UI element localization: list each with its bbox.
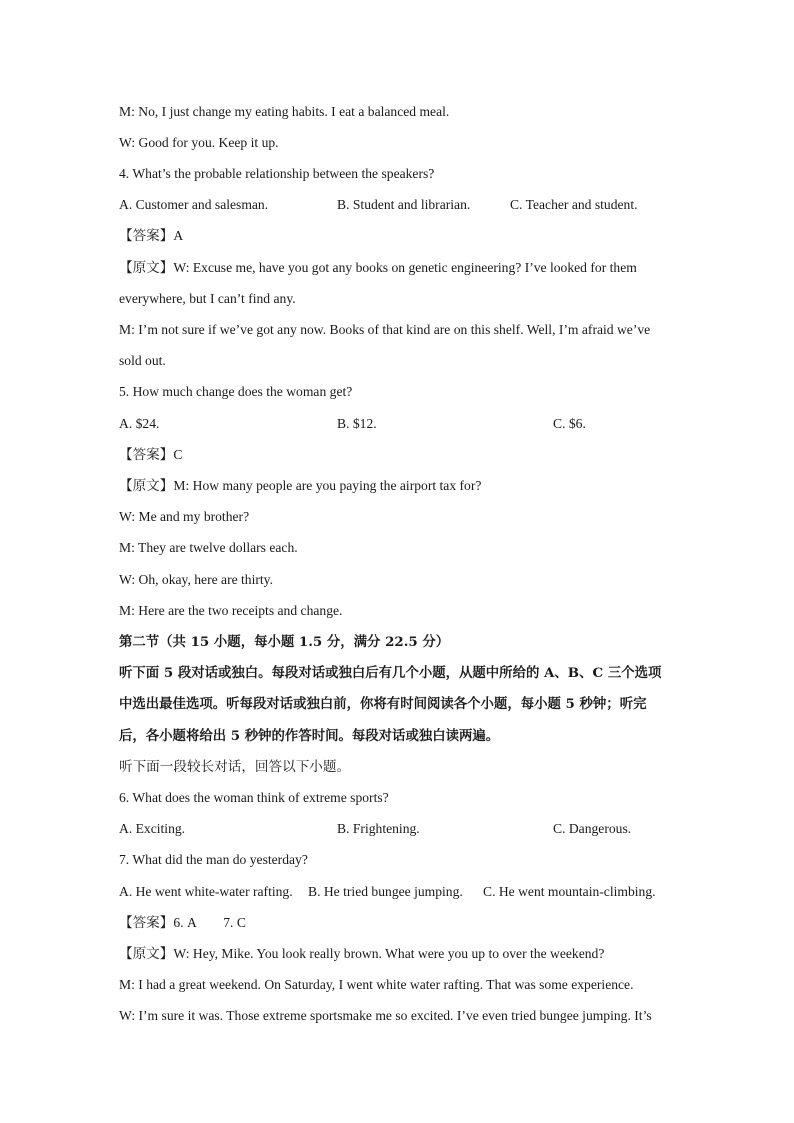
dialogue-line: W: Good for you. Keep it up. — [119, 135, 279, 150]
option-a: A. He went white-water rafting. — [119, 884, 293, 899]
option-c: C. He went mountain-climbing. — [483, 884, 656, 899]
question-4: 4. What’s the probable relationship between the speakers? — [119, 166, 435, 181]
option-b: B. $12. — [337, 416, 377, 431]
option-b: B. Frightening. — [337, 821, 420, 836]
section-instructions: 听下面 5 段对话或独白。每段对话或独白后有几个小题，从题中所给的 A、B、C 三个选项 — [119, 665, 662, 681]
question-4-options — [119, 196, 679, 214]
transcript-line: W: I’m sure it was. Those extreme sportsmake me so excited. I’ve even tried bungee jumping. It’s — [119, 1008, 652, 1023]
answer-label: 【答案】C — [119, 447, 183, 462]
transcript-line: 【原文】W: Excuse me, have you got any books on genetic engineering? I’ve looked for them — [119, 260, 637, 275]
option-a: A. Customer and salesman. — [119, 197, 269, 212]
listening-prompt: 听下面一段较长对话，回答以下小题。 — [119, 759, 351, 774]
option-c: C. Teacher and student. — [510, 197, 638, 212]
answer-label: 【答案】A — [119, 228, 184, 243]
option-c: C. $6. — [553, 416, 586, 431]
transcript-line: 【原文】M: How many people are you paying the airport tax for? — [119, 478, 482, 493]
answer-label: 【答案】6. A 7. C — [119, 915, 246, 930]
question-7-options — [119, 883, 679, 901]
question-7: 7. What did the man do yesterday? — [119, 852, 308, 867]
transcript-line: sold out. — [119, 353, 166, 368]
option-c: C. Dangerous. — [553, 821, 632, 836]
transcript-line: M: I had a great weekend. On Saturday, I went white water rafting. That was some experience. — [119, 977, 634, 992]
option-a: A. Exciting. — [119, 821, 186, 836]
transcript-line: 【原文】W: Hey, Mike. You look really brown. What were you up to over the weekend? — [119, 946, 605, 961]
transcript-line: M: I’m not sure if we’ve got any now. Books of that kind are on this shelf. Well, I’m afraid we’ve — [119, 322, 651, 337]
question-6-options — [119, 820, 679, 838]
option-b: B. He tried bungee jumping. — [308, 884, 463, 899]
dialogue-line: M: No, I just change my eating habits. I eat a balanced meal. — [119, 104, 450, 119]
section-instructions: 后，各小题将给出 5 秒钟的作答时间。每段对话或独白读两遍。 — [119, 728, 500, 744]
transcript-line: everywhere, but I can’t find any. — [119, 291, 296, 306]
transcript-line: W: Oh, okay, here are thirty. — [119, 572, 273, 587]
transcript-line: M: Here are the two receipts and change. — [119, 603, 343, 618]
transcript-line: W: Me and my brother? — [119, 509, 250, 524]
section-heading: 第二节（共 15 小题，每小题 1.5 分，满分 22.5 分） — [119, 634, 450, 650]
section-instructions: 中选出最佳选项。听每段对话或独白前，你将有时间阅读各个小题，每小题 5 秒钟；听完 — [119, 696, 647, 712]
question-5-options — [119, 415, 679, 433]
question-6: 6. What does the woman think of extreme sports? — [119, 790, 389, 805]
question-5: 5. How much change does the woman get? — [119, 384, 353, 399]
option-a: A. $24. — [119, 416, 160, 431]
option-b: B. Student and librarian. — [337, 197, 471, 212]
transcript-line: M: They are twelve dollars each. — [119, 540, 298, 555]
